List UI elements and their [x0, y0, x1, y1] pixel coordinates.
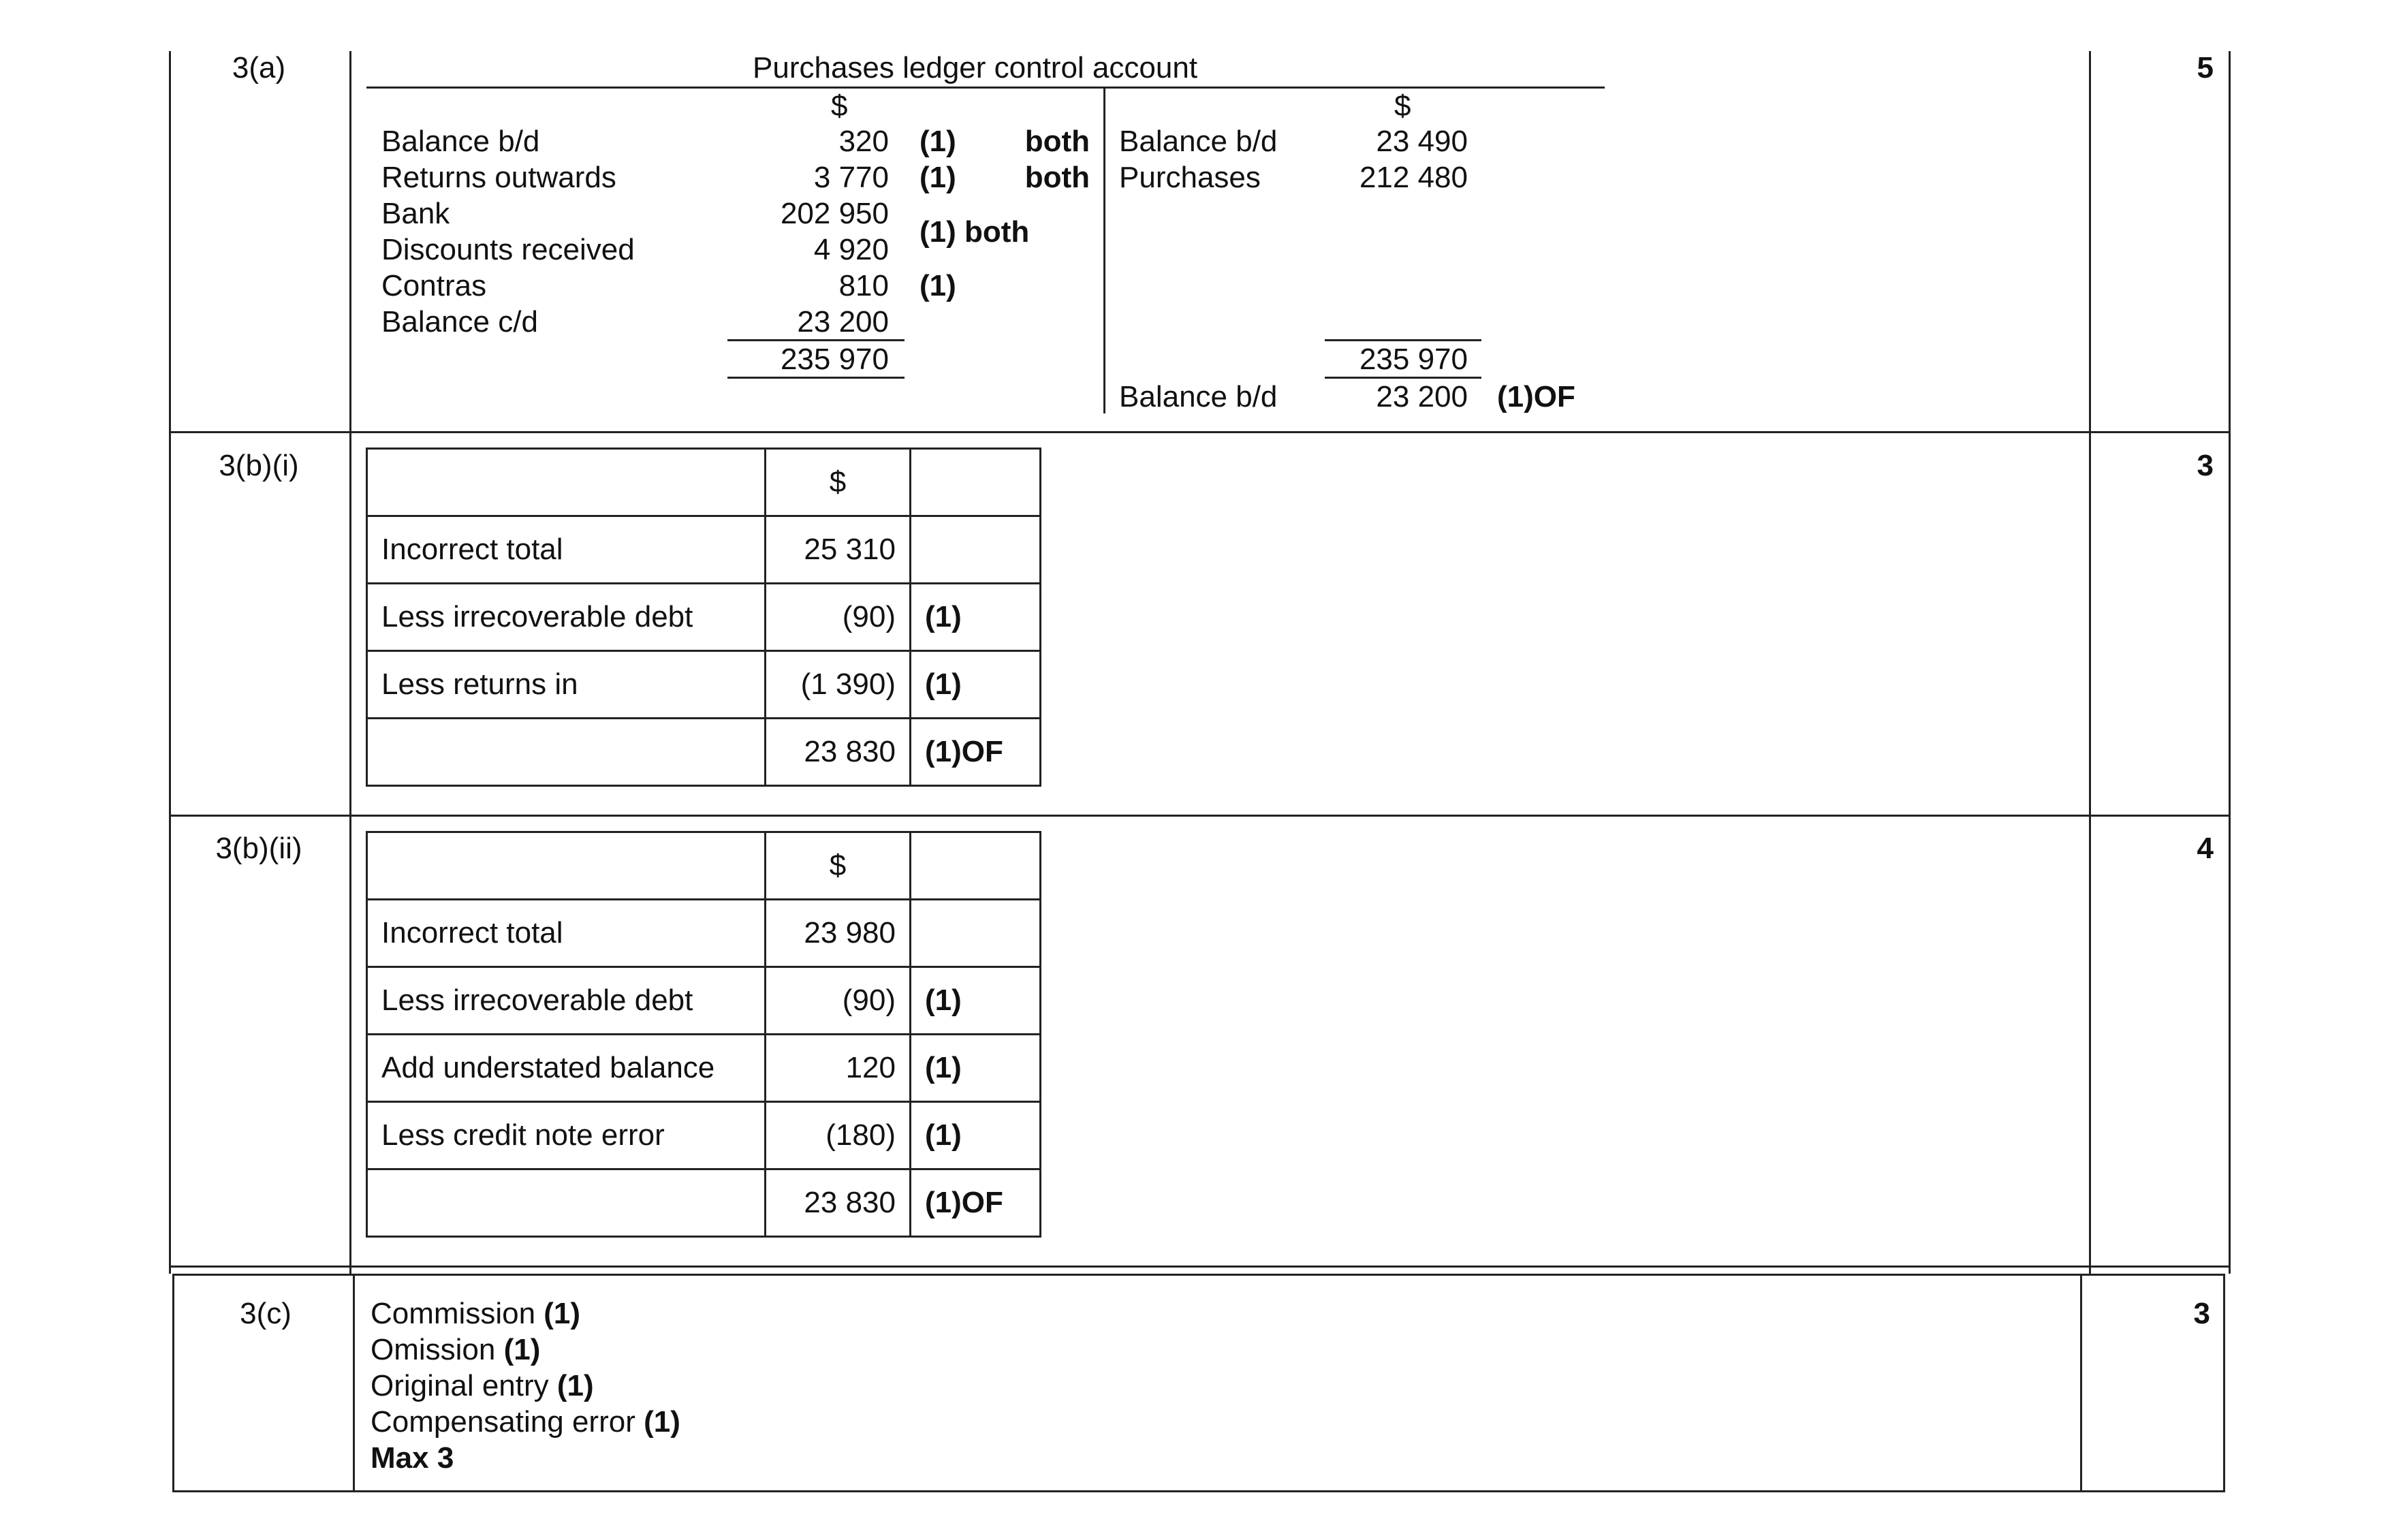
question-marks: 5 [2197, 51, 2214, 84]
both-note: both [1024, 125, 1090, 158]
debit-amount: 23 200 [797, 305, 889, 339]
row-label: Less irrecoverable debt [367, 967, 766, 1035]
table-row [367, 584, 1041, 651]
grid-line [2080, 1274, 2082, 1492]
row-mark: (1) [911, 584, 1041, 651]
row-label: Less credit note error [367, 1102, 766, 1169]
row-mark [911, 900, 1041, 967]
table-row [367, 832, 1041, 900]
question-marks: 4 [2197, 832, 2214, 865]
table-row [367, 1102, 1041, 1169]
row-amount: (90) [766, 584, 911, 651]
grid-line [349, 51, 351, 1274]
answer-mark: (1) [556, 1369, 594, 1402]
question-label: 3(a) [232, 51, 286, 84]
table-row [367, 449, 1041, 516]
account-top-rule [366, 87, 1605, 89]
answer-mark: (1) [544, 1297, 581, 1330]
mark-note: (1) [919, 269, 956, 302]
answer-line [371, 1296, 580, 1332]
debit-amount: 202 950 [780, 197, 889, 230]
answer-line [371, 1332, 540, 1368]
table-row [367, 1169, 1041, 1237]
answer-line [371, 1404, 680, 1440]
row-mark: (1) [911, 1102, 1041, 1169]
answer-text: Commission [371, 1297, 536, 1330]
both-note: both [1024, 161, 1090, 194]
row-label: Incorrect total [367, 900, 766, 967]
credit-total: 235 970 [1359, 343, 1468, 376]
answer-text: Compensating error [371, 1405, 635, 1439]
row-mark [911, 516, 1041, 584]
row-label: Less irrecoverable debt [367, 584, 766, 651]
row-mark: (1)OF [911, 719, 1041, 786]
debit-currency: $ [831, 89, 848, 123]
row-amount: 23 830 [766, 1169, 911, 1237]
currency-header: $ [766, 832, 911, 900]
row-amount: 23 830 [766, 719, 911, 786]
grid-line [172, 1274, 174, 1492]
row-label: Less returns in [367, 651, 766, 719]
closing-mark: (1)OF [1497, 380, 1575, 413]
table-row [367, 967, 1041, 1035]
answer-line [371, 1368, 594, 1404]
table-row [367, 1035, 1041, 1102]
debit-amount: 810 [838, 269, 889, 302]
credit-currency: $ [1394, 89, 1411, 123]
row-label [367, 719, 766, 786]
closing-desc: Balance b/d [1119, 380, 1278, 413]
answer-mark: (1) [503, 1333, 541, 1366]
grid-line [2223, 1274, 2225, 1492]
row-amount: 23 980 [766, 900, 911, 967]
row-label: Add understated balance [367, 1035, 766, 1102]
table-cell [367, 832, 766, 900]
grid-line [172, 1274, 2225, 1276]
table-cell [367, 449, 766, 516]
table-cell [911, 832, 1041, 900]
answer-mark: (1) [644, 1405, 680, 1439]
debit-amount: 4 920 [813, 233, 889, 266]
table-cell [911, 449, 1041, 516]
mark-note: (1) [919, 161, 956, 194]
grid-line [169, 431, 2231, 433]
debit-desc: Balance c/d [381, 305, 538, 339]
table-row [367, 516, 1041, 584]
debit-desc: Balance b/d [381, 125, 540, 158]
max-marks: Max 3 [371, 1441, 454, 1475]
debit-desc: Bank [381, 197, 450, 230]
marking-table-3bi [366, 447, 1041, 787]
question-label: 3(c) [240, 1297, 292, 1330]
account-title: Purchases ledger control account [753, 51, 1198, 84]
closing-amount: 23 200 [1376, 380, 1468, 413]
question-marks: 3 [2197, 449, 2214, 482]
row-label: Incorrect total [367, 516, 766, 584]
row-amount: (1 390) [766, 651, 911, 719]
total-rule [1325, 377, 1481, 379]
grid-line [172, 1490, 2225, 1492]
credit-desc: Balance b/d [1119, 125, 1278, 158]
total-rule [727, 377, 905, 379]
row-amount: 120 [766, 1035, 911, 1102]
row-mark: (1) [911, 967, 1041, 1035]
question-label: 3(b)(i) [219, 449, 299, 482]
account-center-rule [1103, 87, 1105, 413]
debit-amount: 320 [838, 125, 889, 158]
question-marks: 3 [2193, 1297, 2210, 1330]
row-amount: (180) [766, 1102, 911, 1169]
grid-line [169, 815, 2231, 817]
row-mark: (1) [911, 651, 1041, 719]
debit-desc: Discounts received [381, 233, 635, 266]
credit-desc: Purchases [1119, 161, 1261, 194]
debit-desc: Contras [381, 269, 487, 302]
question-label: 3(b)(ii) [215, 832, 302, 865]
grid-line [169, 51, 171, 1274]
grid-line [2229, 51, 2231, 1274]
grid-line [169, 1266, 2231, 1268]
debit-desc: Returns outwards [381, 161, 616, 194]
credit-amount: 23 490 [1376, 125, 1468, 158]
debit-total: 235 970 [780, 343, 889, 376]
row-amount: 25 310 [766, 516, 911, 584]
mark-note: (1) both [919, 215, 1030, 249]
row-mark: (1)OF [911, 1169, 1041, 1237]
total-rule [1325, 339, 1481, 341]
answer-text: Omission [371, 1333, 496, 1366]
row-mark: (1) [911, 1035, 1041, 1102]
debit-amount: 3 770 [813, 161, 889, 194]
total-rule [727, 339, 905, 341]
table-row [367, 651, 1041, 719]
mark-note: (1) [919, 125, 956, 158]
row-label [367, 1169, 766, 1237]
table-row [367, 719, 1041, 786]
table-row [367, 900, 1041, 967]
credit-amount: 212 480 [1359, 161, 1468, 194]
grid-line [353, 1274, 355, 1492]
marking-table-3bii [366, 831, 1041, 1238]
grid-line [2089, 51, 2091, 1274]
answer-text: Original entry [371, 1369, 549, 1402]
currency-header: $ [766, 449, 911, 516]
row-amount: (90) [766, 967, 911, 1035]
